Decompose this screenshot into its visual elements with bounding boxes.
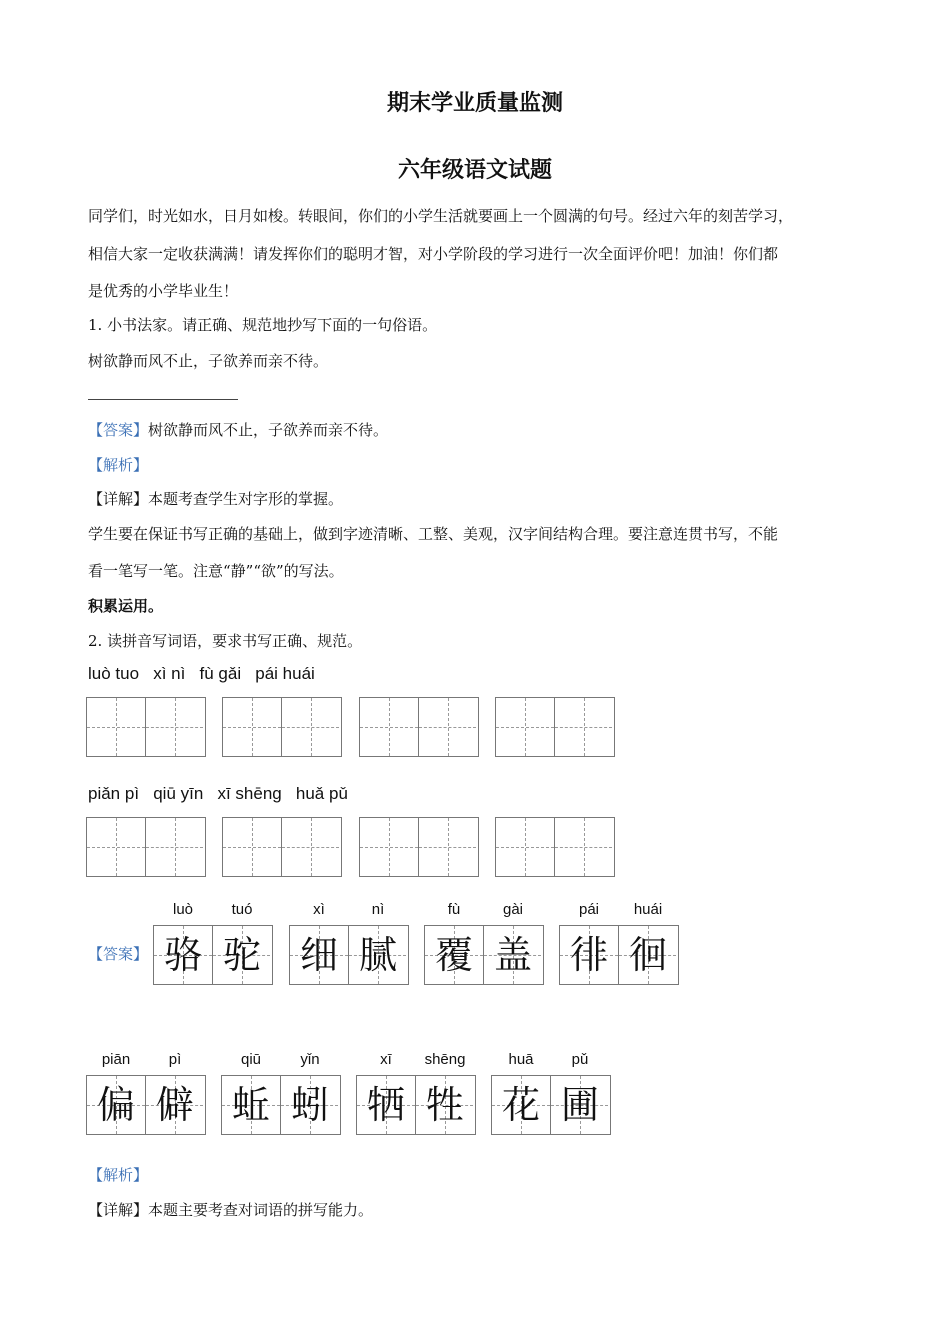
answer-char: 盖 [493,933,532,977]
answer-grid [491,1075,611,1135]
answer-char: 徊 [628,933,667,977]
answer-text: 树欲静而风不止，子欲养而亲不待。 [148,421,389,439]
answer-char: 圃 [560,1083,599,1127]
answer-pinyin: pái [578,901,600,918]
answer-char: 花 [501,1083,540,1127]
answer-pinyin: pǔ [571,1051,589,1068]
answer-pinyin: xì [313,901,325,918]
answer-pinyin: qiū [240,1051,262,1068]
q1-explain-2: 看一笔写一笔。注意“静”“欲”的写法。 [88,562,344,580]
answer-pinyin: pì [168,1051,182,1068]
blank-grid[interactable] [359,697,479,757]
answer-char: 蚓 [290,1083,329,1127]
answer-pinyin: luò [172,901,194,918]
page-subtitle: 六年级语文试题 [397,158,552,183]
intro-line-2: 相信大家一定收获满满！请发挥你们的聪明才智，对小学阶段的学习进行一次全面评价吧！加油！你们都 [88,245,779,263]
answer-char: 蚯 [231,1083,270,1127]
answer-grid [86,1075,206,1135]
detail-tag: 【详解】 [88,490,149,508]
q2-pinyin-row-1: luò tuo xì nì fù gǎi pái huái [88,664,315,683]
answer-char: 牲 [425,1083,464,1127]
answer-pinyin: shēng [424,1051,466,1068]
q2-analysis-tag: 【解析】 [88,1166,149,1184]
detail-text: 本题考查学生对字形的掌握。 [148,490,344,508]
q1-answer [88,419,388,440]
answer-char: 僻 [155,1083,194,1127]
q2-detail [88,1199,373,1220]
answer-grid [221,1075,341,1135]
answer-char: 偏 [96,1083,135,1127]
blank-grid[interactable] [495,817,615,877]
detail-text: 本题主要考查对词语的拼写能力。 [148,1201,374,1219]
blank-grid[interactable] [495,697,615,757]
answer-pinyin: huā [508,1051,534,1068]
answer-pinyin: tuó [231,901,253,918]
q1-proverb: 树欲静而风不止，子欲养而亲不待。 [88,352,329,370]
q2-answer-tag: 【答案】 [88,945,149,963]
answer-char: 细 [299,933,338,977]
answer-char: 骆 [163,933,202,977]
blank-grid[interactable] [86,697,206,757]
answer-char: 徘 [569,933,608,977]
answer-pinyin: piān [101,1051,131,1068]
answer-char: 腻 [358,933,397,977]
section-heading: 积累运用。 [88,597,164,615]
blank-grid[interactable] [222,817,342,877]
answer-char: 覆 [434,933,473,977]
intro-line-1: 同学们，时光如水，日月如梭。转眼间，你们的小学生活就要画上一个圆满的句号。经过六年的刻苦学习， [88,207,794,225]
answer-pinyin: nì [371,901,385,918]
answer-pinyin: xī [380,1051,392,1068]
answer-pinyin: fù [447,901,461,918]
answer-grid [356,1075,476,1135]
answer-grid [153,925,273,985]
q1-detail [88,488,343,509]
answer-char: 牺 [366,1083,405,1127]
blank-grid[interactable] [222,697,342,757]
q1-analysis-tag: 【解析】 [88,456,149,474]
answer-pinyin: yǐn [300,1051,320,1068]
page-title: 期末学业质量监测 [386,91,563,116]
q1-explain-1: 学生要在保证书写正确的基础上，做到字迹清晰、工整、美观，汉字间结构合理。要注意连贯书写，不能 [88,525,779,543]
q2-pinyin-row-2: piǎn pì qiū yīn xī shēng huǎ pǔ [88,784,348,803]
detail-tag: 【详解】 [88,1201,149,1219]
answer-grid [559,925,679,985]
q2-prompt: 2. 读拼音写词语，要求书写正确、规范。 [88,632,363,650]
answer-pinyin: gài [502,901,524,918]
answer-tag: 【答案】 [88,421,149,439]
blank-grid[interactable] [359,817,479,877]
intro-line-3: 是优秀的小学毕业生！ [88,282,239,300]
answer-grid [289,925,409,985]
q1-prompt: 1. 小书法家。请正确、规范地抄写下面的一句俗语。 [88,316,438,334]
answer-line [88,399,238,400]
answer-char: 驼 [222,933,261,977]
answer-pinyin: huái [633,901,663,918]
blank-grid[interactable] [86,817,206,877]
answer-grid [424,925,544,985]
